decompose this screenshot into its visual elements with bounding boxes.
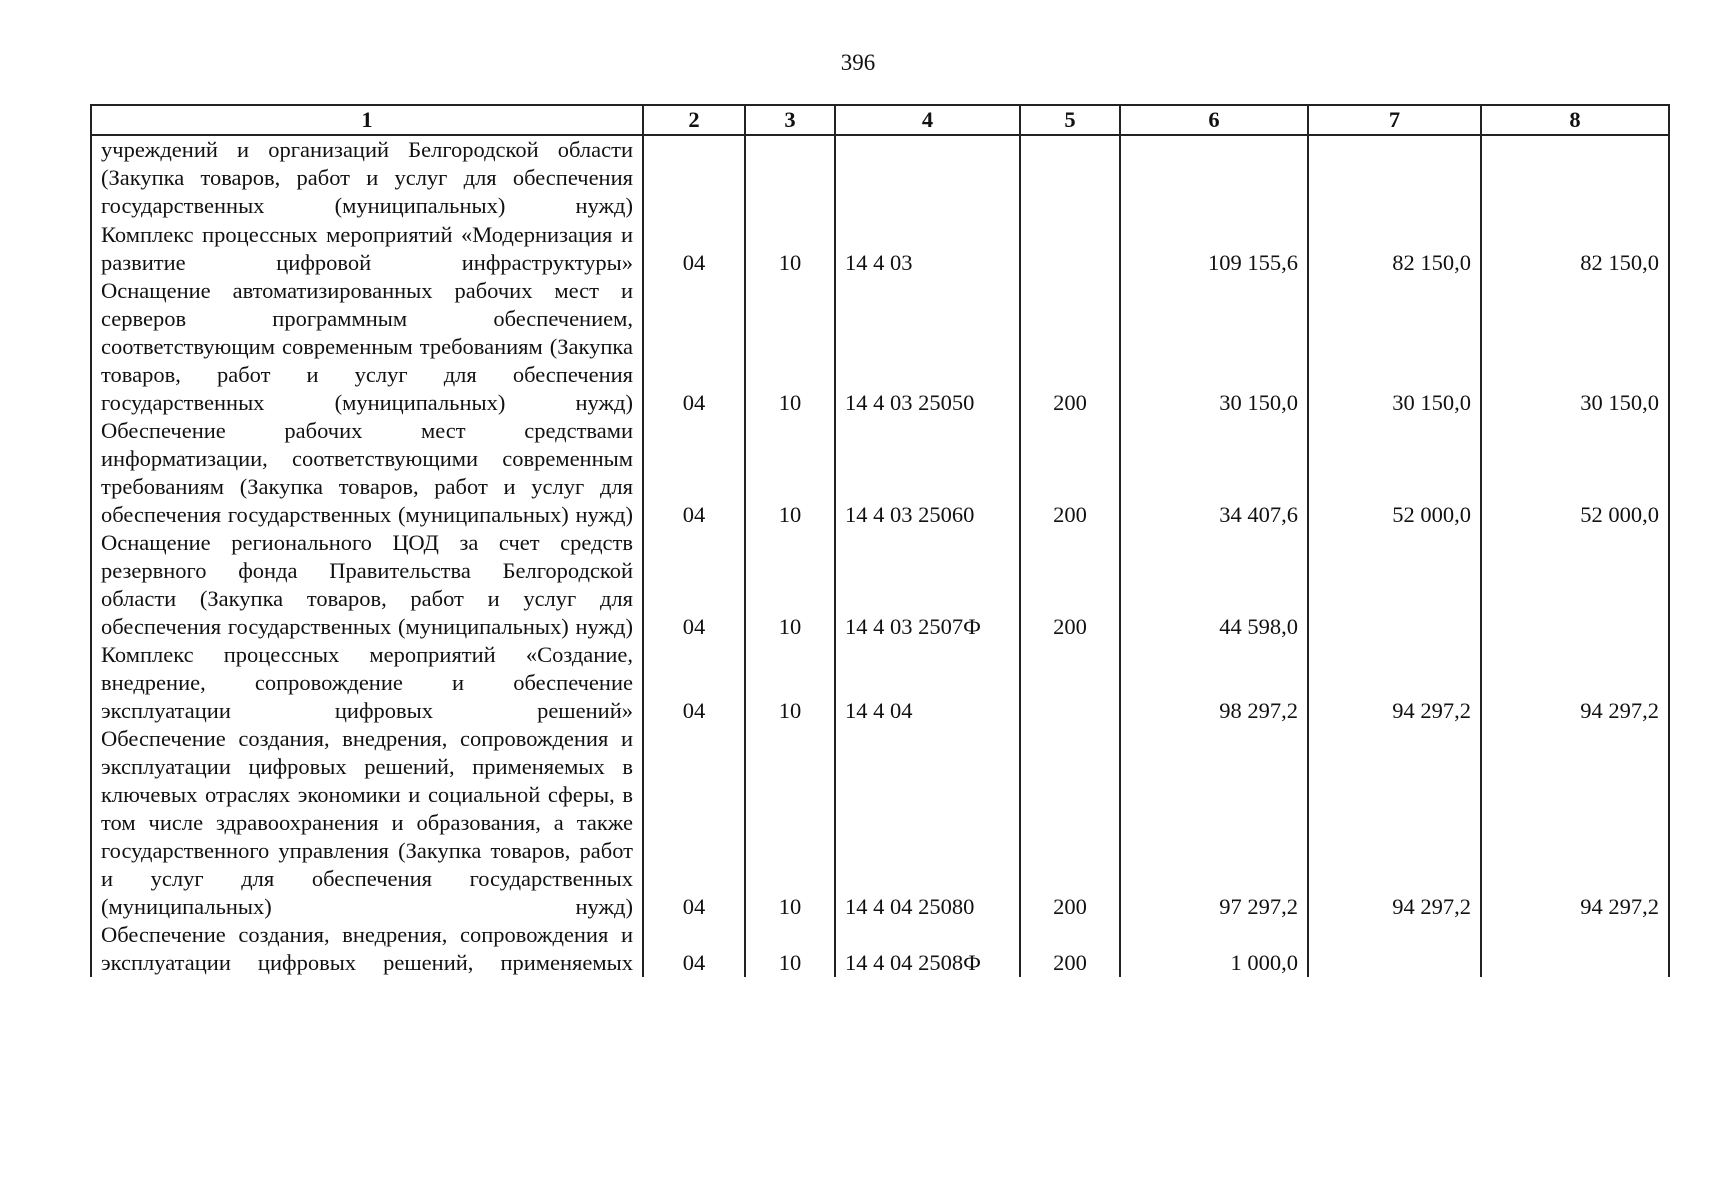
podrazdel-cell: 10 bbox=[745, 725, 835, 921]
row-description: Обеспечение создания, внедрения, сопровождения и эксплуатации цифровых решений, применяемых bbox=[91, 921, 643, 977]
amount-3-cell: 94 297,2 bbox=[1481, 725, 1669, 921]
expense-type-cell bbox=[1020, 641, 1120, 725]
razdel-cell: 04 bbox=[643, 725, 745, 921]
column-header-4: 4 bbox=[835, 105, 1020, 135]
amount-3-cell: 30 150,0 bbox=[1481, 277, 1669, 417]
table-row bbox=[91, 135, 1669, 221]
razdel-cell: 04 bbox=[643, 221, 745, 277]
target-article-cell: 14 4 04 bbox=[835, 641, 1020, 725]
amount-2-cell: 82 150,0 bbox=[1308, 221, 1481, 277]
razdel-cell: 04 bbox=[643, 277, 745, 417]
row-description: Комплекс процессных мероприятий «Модернизация и развитие цифровой инфраструктуры» bbox=[91, 221, 643, 277]
amount-2-cell bbox=[1308, 529, 1481, 641]
target-article-cell: 14 4 04 2508Ф bbox=[835, 921, 1020, 977]
amount-1-cell: 30 150,0 bbox=[1120, 277, 1308, 417]
row-description: учреждений и организаций Белгородской области (Закупка товаров, работ и услуг для обеспечения государственных (муниципальных) нужд) bbox=[91, 135, 643, 221]
expense-type-cell bbox=[1020, 135, 1120, 221]
amount-3-cell: 52 000,0 bbox=[1481, 417, 1669, 529]
razdel-cell: 04 bbox=[643, 641, 745, 725]
podrazdel-cell: 10 bbox=[745, 417, 835, 529]
column-header-1: 1 bbox=[91, 105, 643, 135]
table-row bbox=[91, 641, 1669, 725]
column-header-2: 2 bbox=[643, 105, 745, 135]
amount-2-cell: 94 297,2 bbox=[1308, 641, 1481, 725]
razdel-cell: 04 bbox=[643, 921, 745, 977]
razdel-cell: 04 bbox=[643, 529, 745, 641]
column-header-7: 7 bbox=[1308, 105, 1481, 135]
amount-1-cell: 109 155,6 bbox=[1120, 221, 1308, 277]
row-description: Обеспечение рабочих мест средствами информатизации, соответствующими современным требованиям (Закупка товаров, работ и услуг для обеспечения государственных (муниципальных) нужд) bbox=[91, 417, 643, 529]
table-row bbox=[91, 417, 1669, 529]
table-row bbox=[91, 221, 1669, 277]
target-article-cell: 14 4 03 25060 bbox=[835, 417, 1020, 529]
amount-1-cell: 1 000,0 bbox=[1120, 921, 1308, 977]
amount-2-cell bbox=[1308, 921, 1481, 977]
row-description: Оснащение автоматизированных рабочих мест и серверов программным обеспечением, соответствующим современным требованиям (Закупка товаров, работ и услуг для обеспечения государственных (муниципальных) нужд) bbox=[91, 277, 643, 417]
target-article-cell: 14 4 03 bbox=[835, 221, 1020, 277]
row-description: Оснащение регионального ЦОД за счет средств резервного фонда Правительства Белгородской области (Закупка товаров, работ и услуг для обеспечения государственных (муниципальных) нужд) bbox=[91, 529, 643, 641]
expense-type-cell: 200 bbox=[1020, 529, 1120, 641]
amount-2-cell: 30 150,0 bbox=[1308, 277, 1481, 417]
podrazdel-cell: 10 bbox=[745, 529, 835, 641]
podrazdel-cell: 10 bbox=[745, 277, 835, 417]
table-row bbox=[91, 277, 1669, 417]
column-header-8: 8 bbox=[1481, 105, 1669, 135]
amount-1-cell: 34 407,6 bbox=[1120, 417, 1308, 529]
expense-type-cell: 200 bbox=[1020, 417, 1120, 529]
table-row bbox=[91, 921, 1669, 977]
amount-1-cell: 97 297,2 bbox=[1120, 725, 1308, 921]
target-article-cell: 14 4 03 2507Ф bbox=[835, 529, 1020, 641]
target-article-cell: 14 4 03 25050 bbox=[835, 277, 1020, 417]
column-header-3: 3 bbox=[745, 105, 835, 135]
amount-2-cell: 94 297,2 bbox=[1308, 725, 1481, 921]
razdel-cell: 04 bbox=[643, 417, 745, 529]
page-number: 396 bbox=[840, 50, 876, 75]
expense-type-cell bbox=[1020, 221, 1120, 277]
expense-type-cell: 200 bbox=[1020, 921, 1120, 977]
podrazdel-cell: 10 bbox=[745, 221, 835, 277]
razdel-cell bbox=[643, 135, 745, 221]
expense-type-cell: 200 bbox=[1020, 725, 1120, 921]
amount-3-cell bbox=[1481, 529, 1669, 641]
amount-2-cell bbox=[1308, 135, 1481, 221]
target-article-cell: 14 4 04 25080 bbox=[835, 725, 1020, 921]
amount-2-cell: 52 000,0 bbox=[1308, 417, 1481, 529]
podrazdel-cell: 10 bbox=[745, 641, 835, 725]
row-description: Комплекс процессных мероприятий «Создание, внедрение, сопровождение и обеспечение эксплуатации цифровых решений» bbox=[91, 641, 643, 725]
column-header-5: 5 bbox=[1020, 105, 1120, 135]
amount-3-cell: 82 150,0 bbox=[1481, 221, 1669, 277]
row-description: Обеспечение создания, внедрения, сопровождения и эксплуатации цифровых решений, применяемых в ключевых отраслях экономики и социальной сферы, в том числе здравоохранения и образования, а также государственного управления (Закупка товаров, работ и услуг для обеспечения государственных (муниципальных) нужд) bbox=[91, 725, 643, 921]
table-row bbox=[91, 529, 1669, 641]
target-article-cell bbox=[835, 135, 1020, 221]
podrazdel-cell bbox=[745, 135, 835, 221]
budget-table bbox=[90, 104, 1670, 977]
header-row bbox=[91, 105, 1669, 135]
amount-3-cell bbox=[1481, 921, 1669, 977]
podrazdel-cell: 10 bbox=[745, 921, 835, 977]
amount-3-cell bbox=[1481, 135, 1669, 221]
amount-1-cell: 98 297,2 bbox=[1120, 641, 1308, 725]
column-header-6: 6 bbox=[1120, 105, 1308, 135]
amount-3-cell: 94 297,2 bbox=[1481, 641, 1669, 725]
table-row bbox=[91, 725, 1669, 921]
amount-1-cell: 44 598,0 bbox=[1120, 529, 1308, 641]
expense-type-cell: 200 bbox=[1020, 277, 1120, 417]
amount-1-cell bbox=[1120, 135, 1308, 221]
